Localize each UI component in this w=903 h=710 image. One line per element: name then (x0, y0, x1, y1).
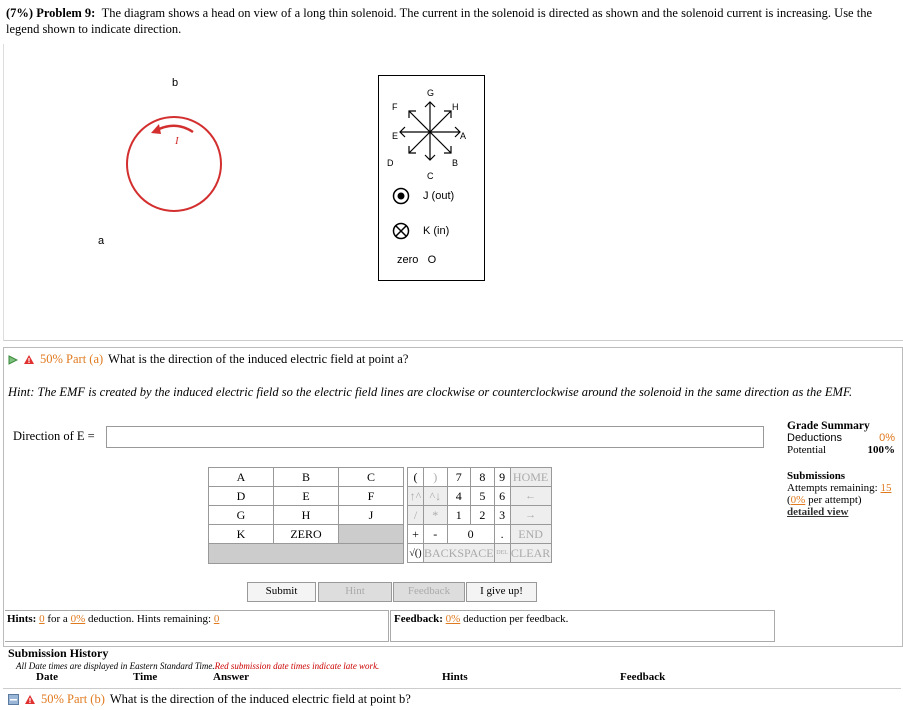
hints-count: 0 (39, 613, 45, 625)
into-page-icon (392, 222, 410, 240)
legend-dir-b: B (452, 158, 459, 168)
legend-dir-f: F (392, 102, 398, 112)
key-star[interactable]: * (424, 506, 448, 525)
answer-label: Direction of E = (13, 429, 95, 443)
key-minus[interactable]: - (424, 525, 448, 544)
part-b-header (8, 692, 411, 707)
legend-dir-g: G (427, 88, 435, 98)
key-j[interactable]: J (339, 506, 404, 525)
key-paren-close[interactable]: ) (424, 468, 448, 487)
key-empty (339, 525, 404, 544)
calc-keypad (407, 467, 552, 563)
key-clear[interactable]: CLEAR (510, 544, 551, 563)
part-a-percent: 50% Part (a) (40, 352, 104, 366)
per-attempt-open: ( (787, 494, 791, 506)
problem-label: (7%) Problem 9: (6, 6, 96, 20)
key-b[interactable]: B (274, 468, 339, 487)
current-arrowhead (151, 124, 161, 134)
warning-icon (23, 354, 35, 365)
part-a-question: What is the direction of the induced electric field at point a? (108, 352, 409, 366)
hints-bar (5, 610, 389, 642)
potential-label: Potential (787, 444, 827, 456)
deductions-label: Deductions (787, 432, 843, 444)
collapse-icon[interactable] (8, 694, 19, 705)
hint-button[interactable]: Hint (318, 582, 392, 602)
history-col-hints: Hints (442, 671, 468, 683)
key-slash[interactable]: / (408, 506, 424, 525)
hints-label: Hints: (7, 613, 37, 625)
key-up1[interactable]: ↑^ (408, 487, 424, 506)
deductions-value: 0% (879, 432, 895, 444)
legend-dir-e: E (392, 131, 399, 141)
grade-summary (787, 420, 895, 518)
detailed-view-link[interactable]: detailed view (787, 506, 849, 518)
part-b-percent: 50% Part (b) (41, 692, 105, 706)
history-col-feedback: Feedback (620, 671, 666, 683)
key-1[interactable]: 1 (447, 506, 471, 525)
legend-dir-c: C (427, 171, 434, 181)
legend-out-label: J (out) (423, 190, 455, 202)
history-title: Submission History (8, 646, 109, 660)
hints-deduction-text: deduction. Hints remaining: (87, 613, 212, 625)
answer-input[interactable] (106, 426, 764, 448)
key-9[interactable]: 9 (494, 468, 510, 487)
warning-icon (24, 694, 36, 705)
part-a-header (8, 352, 408, 367)
key-7[interactable]: 7 (447, 468, 471, 487)
key-right[interactable]: → (510, 506, 551, 525)
submissions-title: Submissions (787, 470, 846, 482)
key-a[interactable]: A (209, 468, 274, 487)
current-arrow (155, 126, 193, 132)
key-6[interactable]: 6 (494, 487, 510, 506)
legend-dir-h: H (452, 102, 459, 112)
key-5[interactable]: 5 (471, 487, 495, 506)
current-label: I (175, 135, 179, 147)
key-c[interactable]: C (339, 468, 404, 487)
key-8[interactable]: 8 (471, 468, 495, 487)
potential-value: 100% (867, 444, 895, 456)
letter-keypad (208, 467, 404, 564)
hints-for-a: for a (47, 613, 68, 625)
attempts-value: 15 (880, 482, 892, 494)
key-backspace[interactable]: BACKSPACE (424, 544, 495, 563)
key-home[interactable]: HOME (510, 468, 551, 487)
feedback-bar (390, 610, 775, 642)
history-col-time: Time (133, 671, 158, 683)
per-attempt-label: per attempt) (808, 494, 862, 506)
legend-in-label: K (in) (423, 225, 450, 237)
solenoid-diagram (120, 110, 230, 220)
keypad-spacer (209, 544, 404, 564)
feedback-label: Feedback: (394, 613, 443, 625)
history-col-answer: Answer (213, 671, 250, 683)
key-h[interactable]: H (274, 506, 339, 525)
legend-dir-a: A (460, 131, 467, 141)
key-paren-open[interactable]: ( (408, 468, 424, 487)
feedback-button[interactable]: Feedback (393, 582, 465, 602)
key-zero[interactable]: ZERO (274, 525, 339, 544)
grade-summary-title: Grade Summary (787, 420, 870, 432)
solenoid-circle (127, 117, 221, 211)
point-b-label: b (172, 77, 179, 89)
key-del[interactable]: DEL (494, 544, 510, 563)
part-b-question: What is the direction of the induced electric field at point b? (109, 692, 411, 706)
part-b-divider (3, 688, 901, 689)
key-3[interactable]: 3 (494, 506, 510, 525)
key-k[interactable]: K (209, 525, 274, 544)
key-d[interactable]: D (209, 487, 274, 506)
history-note-red: Red submission date times indicate late work. (214, 661, 380, 671)
key-g[interactable]: G (209, 506, 274, 525)
hints-deduction-pct: 0% (70, 613, 86, 625)
problem-statement (6, 5, 898, 37)
submission-history (8, 646, 888, 685)
key-dot[interactable]: . (494, 525, 510, 544)
expand-play-icon[interactable] (8, 355, 18, 365)
compass-rose (380, 82, 480, 182)
history-col-date: Date (36, 671, 58, 683)
attempts-label: Attempts remaining: (787, 482, 878, 494)
submit-button[interactable]: Submit (247, 582, 316, 602)
point-a-label: a (98, 235, 105, 247)
key-2[interactable]: 2 (471, 506, 495, 525)
key-f[interactable]: F (339, 487, 404, 506)
history-note: All Date times are displayed in Eastern Standard Time. (16, 661, 215, 671)
key-end[interactable]: END (510, 525, 551, 544)
key-sqrt[interactable]: √() (408, 544, 424, 563)
problem-text: The diagram shows a head on view of a long thin solenoid. The current in the solenoid is directed as shown and the solenoid current is increasing. Use the legend shown to indicate direction. (6, 6, 873, 36)
per-attempt-value: 0% (790, 494, 806, 506)
feedback-pct: 0% (445, 613, 461, 625)
legend-zero-label: zero O (397, 254, 437, 266)
key-left[interactable]: ← (510, 487, 551, 506)
give-up-button[interactable]: I give up! (466, 582, 537, 602)
key-0[interactable]: 0 (447, 525, 494, 544)
out-of-page-icon (392, 187, 410, 205)
key-4[interactable]: 4 (447, 487, 471, 506)
feedback-text: deduction per feedback. (463, 613, 569, 625)
key-plus[interactable]: + (408, 525, 424, 544)
hint-text: Hint: The EMF is created by the induced electric field so the electric field lines are clockwise or counterclockwise around the solenoid in the same direction as the EMF. (8, 385, 853, 399)
key-up2[interactable]: ^↓ (424, 487, 448, 506)
hints-remaining: 0 (213, 613, 220, 625)
key-e[interactable]: E (274, 487, 339, 506)
legend-dir-d: D (387, 158, 394, 168)
